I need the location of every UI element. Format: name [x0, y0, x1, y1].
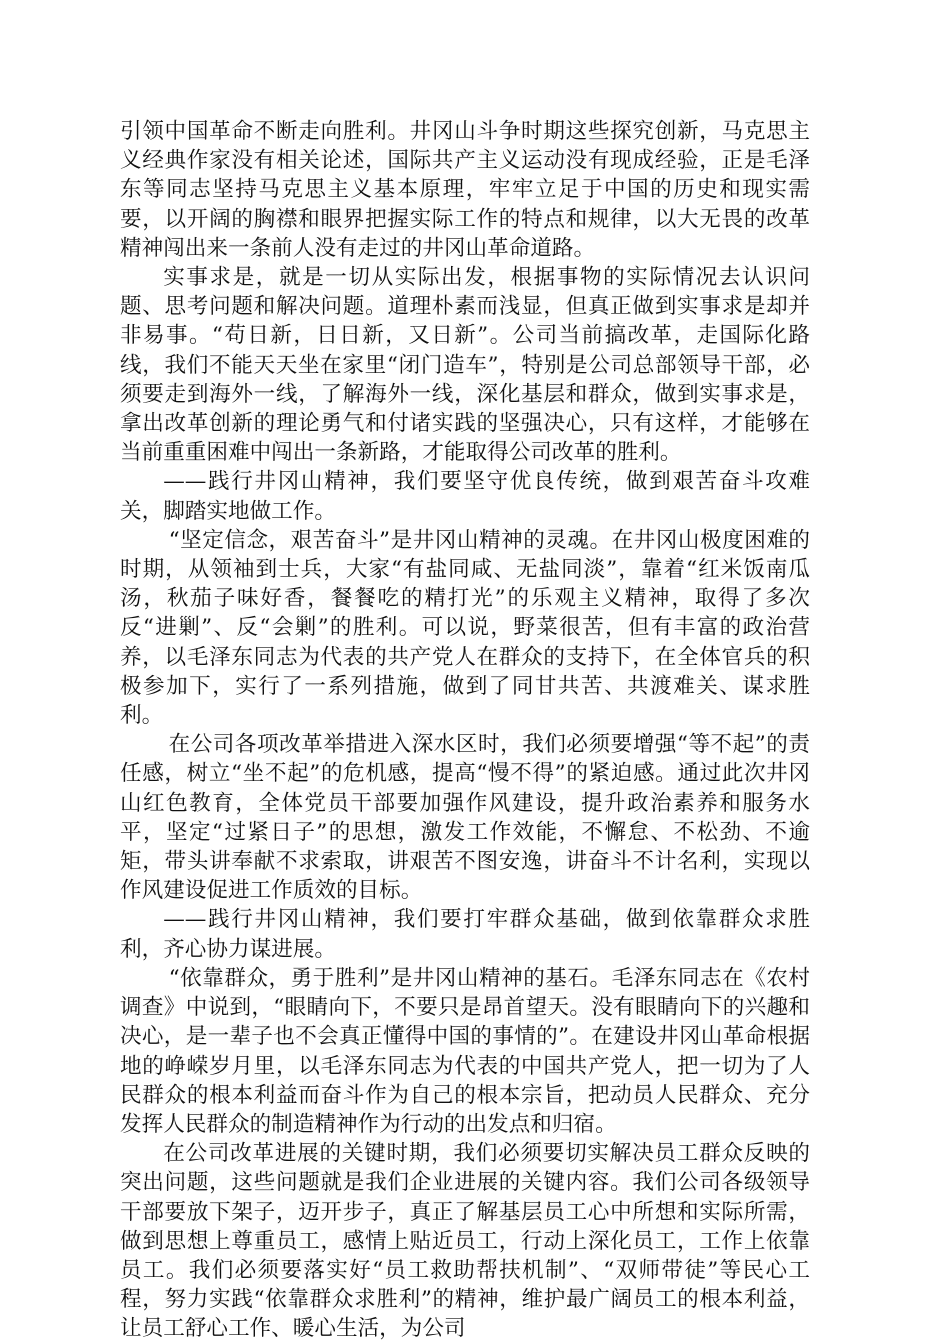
paragraph-4: “坚定信念，艰苦奋斗”是井冈山精神的灵魂。在井冈山极度困难的时期，从领袖到士兵，大家“有盐同咸、无盐同淡”，靠着“红米饭南瓜汤，秋茄子味好香，餐餐吃的精打光”的乐观主义精神，取得了多次反“进剿”、反“会剿”的胜利。可以说，野菜很苦，但有丰富的政治营养，以毛泽东同志为代表的共产党人在群众的支持下，在全体官兵的积极参加下，实行了一系列措施，做到了同甘共苦、共渡难关、谋求胜利。 [120, 527, 810, 729]
paragraph-2: 实事求是，就是一切从实际出发，根据事物的实际情况去认识问题、思考问题和解决问题。道理朴素而浅显，但真正做到实事求是却并非易事。“苟日新，日日新，又日新”。公司当前搞改革，走国际化路线，我们不能天天坐在家里“闭门造车”，特别是公司总部领导干部，必须要走到海外一线，了解海外一线，深化基层和群众，做到实事求是，拿出改革创新的理论勇气和付诸实践的坚强决心，只有这样，才能够在当前重重困难中闯出一条新路，才能取得公司改革的胜利。 [120, 265, 810, 466]
paragraph-1: 引领中国革命不断走向胜利。井冈山斗争时期这些探究创新，马克思主义经典作家没有相关论述，国际共产主义运动没有现成经验，正是毛泽东等同志坚持马克思主义基本原理，牢牢立足于中国的历史和现实需要，以开阔的胸襟和眼界把握实际工作的特点和规律，以大无畏的改革精神闯出来一条前人没有走过的井冈山革命道路。 [120, 119, 810, 261]
paragraph-6-heading: ——践行井冈山精神，我们要打牢群众基础，做到依靠群众求胜利，齐心协力谋进展。 [120, 907, 810, 962]
document-page [120, 117, 810, 1344]
paragraph-8: 在公司改革进展的关键时期，我们必须要切实解决员工群众反映的突出问题，这些问题就是我们企业进展的关键内容。我们公司各级领导干部要放下架子，迈开步子，真正了解基层员工心中所想和实际所需，做到思想上尊重员工，感情上贴近员工，行动上深化员工，工作上依靠员工。我们必须要落实好“员工救助帮扶机制”、“双师带徒”等民心工程，努力实践“依靠群众求胜利”的精神，维护最广阔员工的根本利益，让员工舒心工作、暖心生活，为公司 [120, 1141, 810, 1342]
paragraph-3-heading: ——践行井冈山精神，我们要坚守优良传统，做到艰苦奋斗攻难关，脚踏实地做工作。 [120, 469, 810, 524]
paragraph-7: “依靠群众，勇于胜利”是井冈山精神的基石。毛泽东同志在《农村调查》中说到，“眼睛向下，不要只是昂首望天。没有眼睛向下的兴趣和决心，是一辈子也不会真正懂得中国的事情的”。在建设井冈山革命根据地的峥嵘岁月里，以毛泽东同志为代表的中国共产党人，把一切为了人民群众的根本利益而奋斗作为自己的根本宗旨，把动员人民群众、充分发挥人民群众的制造精神作为行动的出发点和归宿。 [120, 965, 810, 1137]
paragraph-5: 在公司各项改革举措进入深水区时，我们必须要增强“等不起”的责任感，树立“坐不起”的危机感，提高“慢不得”的紧迫感。通过此次井冈山红色教育，全体党员干部要加强作风建设，提升政治素养和服务水平，坚定“过紧日子”的思想，激发工作效能，不懈怠、不松劲、不逾矩，带头讲奉献不求索取，讲艰苦不图安逸，讲奋斗不计名利，实现以作风建设促进工作质效的目标。 [120, 732, 810, 904]
